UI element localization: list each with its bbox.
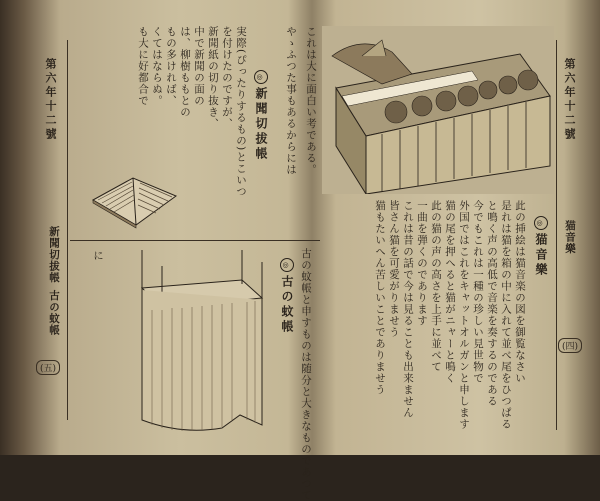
left-right-text-8: も大に好都合で <box>137 26 149 107</box>
left-page-header: 第六年十二號 <box>44 58 57 142</box>
left-right-text-1: 実際(ぴったりするもの)とこいつ <box>235 26 247 198</box>
left-right-text-5: は、柳樹ももとの <box>179 26 191 118</box>
body-text-7: 此の猫の声の高さを上手に並べて <box>430 200 442 373</box>
left-margin-label-kaya: 古の蚊帳 <box>48 290 60 336</box>
body-text-2: 是れは猫を箱の中に入れて並べ尾をひつぱる <box>500 200 512 430</box>
body-text-6: 猫の尾を押へると猫がニャーと鳴く <box>444 200 456 384</box>
mosquito-net-illustration <box>122 250 272 440</box>
left-page-number: (五) <box>36 360 60 375</box>
kaya-text-1: 古の蚊帳と申すものは随分と大きなものであつて <box>300 248 312 501</box>
ornament-icon: ◎ <box>280 258 294 272</box>
right-page-number: (四) <box>558 338 582 353</box>
body-text-1: 此の挿絵は猫音楽の図を御覧なさい <box>514 200 526 384</box>
left-right-text-2: を付けたのですが、 <box>221 26 233 130</box>
body-text-10: 皆さん猫を可愛がりませう <box>388 200 400 338</box>
clipping-text-3: これは大に面白い考である。 <box>305 26 317 176</box>
right-page-header: 第六年十二號 <box>563 58 576 142</box>
left-horizontal-rule <box>70 240 320 241</box>
open-book-illustration <box>88 170 178 230</box>
clipping-text-1: やゝふつた事もあるからには <box>285 26 297 176</box>
left-right-text-3: 新聞紙の切り抜き、 <box>207 26 219 130</box>
left-right-text-6: もの多ければ、 <box>165 26 177 107</box>
body-text-4: 今でもこれは一種の珍しい見世物で <box>472 200 484 384</box>
right-margin-rule <box>556 40 557 430</box>
body-text-9: これは昔の話で今は見ることも出来ません <box>402 200 414 419</box>
left-margin-rule <box>67 40 68 420</box>
body-text-5: 外国ではこれをキャットオルガンと申します <box>458 200 470 430</box>
left-right-text-7: くてはならぬ。 <box>151 26 163 107</box>
right-margin-label: 猫音樂 <box>564 220 576 255</box>
cat-music-heading: ◎猫音樂 <box>534 218 548 278</box>
left-right-text-4: 中で新聞の面の <box>193 26 205 107</box>
kaya-text-2: に <box>92 250 104 262</box>
left-margin-label-clipping: 新聞切拔帳 <box>48 226 60 284</box>
cat-organ-illustration <box>322 26 554 194</box>
body-text-11: 猫もたいへん苦しいことでありませう <box>374 200 386 396</box>
ornament-icon: ◎ <box>534 216 548 230</box>
body-text-8: 一曲を弾くのであります <box>416 200 428 327</box>
kaya-heading: ◎古の蚊帳 <box>280 260 294 335</box>
body-text-3: と鳴く声の高低で音楽を奏するのである <box>486 200 498 407</box>
ornament-icon: ◎ <box>254 70 268 84</box>
left-page <box>30 0 320 501</box>
clipping-heading: ◎新聞切拔帳 <box>254 72 268 162</box>
right-page <box>318 0 580 455</box>
